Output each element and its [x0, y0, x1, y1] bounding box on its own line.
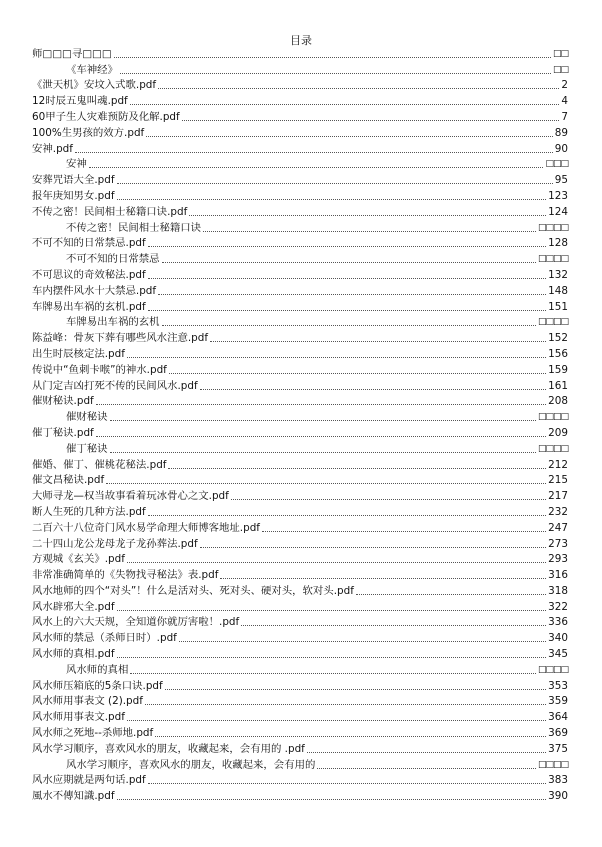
toc-entry-label: 二百六十八位奇门风水易学命理大师博客地址.pdf [32, 521, 260, 534]
toc-entry[interactable] [32, 661, 568, 677]
toc-entry-label: 不传之密！民间相士秘籍口诀.pdf [32, 205, 188, 218]
toc-entry-page-number: 232 [548, 505, 568, 518]
toc-entry[interactable] [32, 203, 568, 219]
toc-entry-page-number: 2 [561, 79, 568, 92]
toc-entry-page-number: 7 [561, 110, 568, 123]
toc-entry[interactable] [32, 219, 568, 235]
toc-entry-page-number: 273 [548, 537, 568, 550]
toc-entry-label: 风水师压箱底的5条口诀.pdf [32, 679, 163, 692]
toc-entry-page-number: □□□□ [537, 443, 568, 454]
dot-leader [155, 736, 546, 737]
dot-leader [220, 578, 546, 579]
toc-entry-page-number: 123 [548, 189, 568, 202]
toc-entry-label: 风水师用事表文.pdf [32, 711, 125, 724]
toc-entry[interactable] [32, 614, 568, 630]
toc-entry-label: 风水师的真相.pdf [32, 648, 115, 661]
toc-entry-label: 风水应期就是两句话.pdf [32, 774, 146, 787]
toc-entry-page-number: 390 [548, 790, 568, 803]
dot-leader [200, 389, 547, 390]
toc-entry[interactable] [32, 61, 568, 77]
toc-entry-page-number: 217 [548, 490, 568, 503]
toc-entry[interactable] [32, 345, 568, 361]
toc-entry[interactable] [32, 708, 568, 724]
toc-entry[interactable] [32, 92, 568, 108]
toc-entry-label: 60甲子生人灾难预防及化解.pdf [32, 110, 180, 123]
toc-entry-page-number: 152 [548, 332, 568, 345]
toc-entry-page-number: □□□□ [537, 664, 568, 675]
toc-entry-label: 风水师用事表文 (2).pdf [32, 695, 143, 708]
dot-leader [182, 120, 560, 121]
dot-leader [179, 641, 546, 642]
toc-entry-label: 风水师的真相 [66, 663, 129, 676]
toc-entry-page-number: 208 [548, 395, 568, 408]
toc-entry[interactable] [32, 314, 568, 330]
dot-leader [127, 562, 546, 563]
toc-entry-page-number: 340 [548, 632, 568, 645]
toc-entry-label: 从门定吉凶打死不传的民间风水.pdf [32, 379, 198, 392]
dot-leader [117, 610, 547, 611]
toc-entry[interactable] [32, 187, 568, 203]
toc-entry[interactable] [32, 250, 568, 266]
toc-entry-label: 12时辰五鬼叫魂.pdf [32, 95, 128, 108]
toc-entry-label: 风水地师的四个“对头”！什么是活对头、死对头、硬对头，软对头.pdf [32, 584, 354, 597]
dot-leader [169, 373, 546, 374]
toc-entry-page-number: 247 [548, 521, 568, 534]
toc-entry[interactable] [32, 440, 568, 456]
dot-leader [127, 357, 546, 358]
toc-entry[interactable] [32, 724, 568, 740]
toc-entry-label: 出生时辰核定法.pdf [32, 347, 125, 360]
toc-entry[interactable] [32, 487, 568, 503]
toc-entry-label: 安神 [66, 158, 87, 171]
toc-entry[interactable] [32, 772, 568, 788]
dot-leader [110, 452, 536, 453]
toc-entry[interactable] [32, 756, 568, 772]
dot-leader [96, 404, 546, 405]
toc-entry-label: 风水学习顺序，喜欢风水的朋友，收藏起来，会有用的 [66, 758, 316, 771]
toc-entry[interactable] [32, 424, 568, 440]
dot-leader [307, 752, 546, 753]
dot-leader [356, 594, 546, 595]
dot-leader [75, 152, 553, 153]
dot-leader [146, 136, 553, 137]
toc-entry[interactable] [32, 266, 568, 282]
toc-entry[interactable] [32, 740, 568, 756]
dot-leader [162, 325, 536, 326]
dot-leader [130, 104, 560, 105]
toc-entry-page-number: 336 [548, 616, 568, 629]
toc-entry-page-number: 4 [561, 95, 568, 108]
toc-entry[interactable] [32, 329, 568, 345]
toc-entry-page-number: □□□□ [537, 412, 568, 423]
toc-entry-page-number: 151 [548, 300, 568, 313]
dot-leader [148, 515, 546, 516]
toc-entry-label: 安葬咒语大全.pdf [32, 174, 115, 187]
dot-leader [120, 73, 551, 74]
toc-entry-page-number: 161 [548, 379, 568, 392]
toc-entry-label: 断人生死的几种方法.pdf [32, 505, 146, 518]
toc-entry[interactable] [32, 77, 568, 93]
toc-entry[interactable] [32, 645, 568, 661]
dot-leader [117, 657, 547, 658]
toc-entry-page-number: 375 [548, 742, 568, 755]
toc-entry[interactable] [32, 503, 568, 519]
toc-entry-label: 风水师的禁忌（杀师日时）.pdf [32, 632, 177, 645]
toc-entry-page-number: 159 [548, 363, 568, 376]
toc-entry-label: 报年庚知男女.pdf [32, 189, 115, 202]
toc-entry-page-number: □□ [552, 48, 568, 59]
toc-entry[interactable] [32, 629, 568, 645]
toc-entry-label: 不传之密！民间相士秘籍口诀 [66, 221, 202, 234]
toc-entry-page-number: 124 [548, 205, 568, 218]
toc-entry-page-number: 148 [548, 284, 568, 297]
toc-entry[interactable] [32, 298, 568, 314]
dot-leader [148, 246, 546, 247]
dot-leader [117, 183, 553, 184]
toc-entry[interactable] [32, 693, 568, 709]
toc-entry-label: 安神.pdf [32, 142, 73, 155]
toc-entry-label: 不可思议的奇效秘法.pdf [32, 268, 146, 281]
toc-entry-label: 陈益峰：骨灰下葬有哪些风水注意.pdf [32, 332, 209, 345]
dot-leader [114, 57, 551, 58]
toc-entry-page-number: 90 [554, 142, 568, 155]
toc-entry[interactable] [32, 677, 568, 693]
toc-entry-label: 车牌易出车祸的玄机.pdf [32, 300, 146, 313]
toc-entry-page-number: 215 [548, 474, 568, 487]
toc-entry-page-number: □□□ [545, 159, 568, 170]
toc-entry-label: 催婚、催丁、催桃花秘法.pdf [32, 458, 167, 471]
toc-entry[interactable] [32, 787, 568, 803]
toc-entry[interactable] [32, 456, 568, 472]
toc-entry[interactable] [32, 140, 568, 156]
dot-leader [117, 199, 547, 200]
toc-entry[interactable] [32, 235, 568, 251]
toc-entry[interactable] [32, 472, 568, 488]
toc-entry-page-number: 212 [548, 458, 568, 471]
toc-entry[interactable] [32, 171, 568, 187]
dot-leader [317, 768, 536, 769]
toc-entry[interactable] [32, 108, 568, 124]
toc-entry[interactable] [32, 393, 568, 409]
toc-entry-page-number: 383 [548, 774, 568, 787]
dot-leader [158, 294, 546, 295]
toc-entry-label: 风水辟邪大全.pdf [32, 600, 115, 613]
toc-entry[interactable] [32, 282, 568, 298]
toc-entry-page-number: 359 [548, 695, 568, 708]
dot-leader [203, 231, 536, 232]
toc-entry-page-number: 95 [554, 174, 568, 187]
dot-leader [148, 278, 546, 279]
toc-entry[interactable] [32, 45, 568, 61]
toc-entry-label: 催财秘诀 [66, 411, 108, 424]
toc-entry-page-number: □□□□ [537, 254, 568, 265]
toc-entry-label: 非常准确简单的《失物找寻秘法》表.pdf [32, 569, 219, 582]
toc-entry-label: 不可不知的日常禁忌.pdf [32, 237, 146, 250]
dot-leader [106, 483, 546, 484]
toc-entry-label: 风水上的六大天规，全知道你就厉害啦！.pdf [32, 616, 240, 629]
toc-entry-page-number: 156 [548, 347, 568, 360]
toc-entry-page-number: □□□□ [537, 222, 568, 233]
dot-leader [145, 704, 546, 705]
table-of-contents [32, 45, 568, 803]
toc-entry-page-number: □□□□ [537, 759, 568, 770]
toc-entry-label: 催文昌秘诀.pdf [32, 474, 105, 487]
dot-leader [210, 341, 546, 342]
page-title: 目录 [290, 34, 312, 47]
toc-entry[interactable] [32, 582, 568, 598]
dot-leader [262, 531, 546, 532]
toc-entry-label: 《泄天机》安坟入式歌.pdf [32, 79, 157, 92]
toc-entry-label: 催丁秘诀 [66, 442, 108, 455]
toc-entry-label: 催财秘诀.pdf [32, 395, 94, 408]
dot-leader [200, 547, 547, 548]
toc-entry-page-number: 369 [548, 727, 568, 740]
dot-leader [165, 689, 546, 690]
toc-entry-page-number: □□ [552, 64, 568, 75]
toc-entry-label: 车牌易出车祸的玄机 [66, 316, 160, 329]
dot-leader [127, 720, 546, 721]
toc-entry-page-number: 353 [548, 679, 568, 692]
toc-entry-label: 催丁秘诀.pdf [32, 426, 94, 439]
toc-entry[interactable] [32, 377, 568, 393]
toc-entry-label: 《车神经》 [66, 63, 118, 76]
toc-entry-page-number: 128 [548, 237, 568, 250]
dot-leader [96, 436, 546, 437]
toc-entry-page-number: □□□□ [537, 317, 568, 328]
dot-leader [162, 262, 536, 263]
toc-entry[interactable] [32, 156, 568, 172]
toc-entry[interactable] [32, 566, 568, 582]
toc-entry-label: 100%生男孩的效方.pdf [32, 126, 145, 139]
toc-entry-page-number: 293 [548, 553, 568, 566]
toc-entry-label: 風水不傳知識.pdf [32, 790, 115, 803]
toc-entry-page-number: 364 [548, 711, 568, 724]
dot-leader [110, 420, 536, 421]
toc-entry-page-number: 318 [548, 584, 568, 597]
toc-entry-label: 大师寻龙—权当故事看着玩冰骨心之文.pdf [32, 490, 229, 503]
toc-entry-label: 风水师之死地--杀师地.pdf [32, 727, 154, 740]
dot-leader [158, 88, 559, 89]
toc-entry-label: 风水学习顺序，喜欢风水的朋友，收藏起来，会有用的 .pdf [32, 742, 305, 755]
dot-leader [117, 799, 547, 800]
toc-entry-page-number: 345 [548, 648, 568, 661]
dot-leader [189, 215, 546, 216]
toc-entry[interactable] [32, 124, 568, 140]
toc-entry-label: 方观城《玄关》.pdf [32, 553, 125, 566]
toc-entry-page-number: 209 [548, 426, 568, 439]
dot-leader [130, 673, 536, 674]
toc-entry[interactable] [32, 598, 568, 614]
toc-entry-page-number: 316 [548, 569, 568, 582]
toc-entry-label: 师□□□寻□□□ [32, 47, 112, 60]
toc-entry-label: 车内摆件风水十大禁忌.pdf [32, 284, 157, 297]
dot-leader [231, 499, 546, 500]
dot-leader [168, 468, 546, 469]
toc-entry[interactable] [32, 535, 568, 551]
dot-leader [148, 783, 546, 784]
toc-entry-page-number: 322 [548, 600, 568, 613]
dot-leader [148, 310, 546, 311]
toc-entry-page-number: 89 [554, 126, 568, 139]
toc-entry[interactable] [32, 551, 568, 567]
dot-leader [241, 625, 546, 626]
toc-entry-label: 二十四山龙公龙母龙子龙孙葬法.pdf [32, 537, 198, 550]
toc-entry-label: 不可不知的日常禁忌 [66, 253, 160, 266]
toc-entry[interactable] [32, 361, 568, 377]
toc-entry-label: 传说中“鱼刺卡喉”的神水.pdf [32, 363, 167, 376]
toc-entry[interactable] [32, 519, 568, 535]
toc-entry[interactable] [32, 408, 568, 424]
dot-leader [89, 167, 544, 168]
toc-entry-page-number: 132 [548, 268, 568, 281]
